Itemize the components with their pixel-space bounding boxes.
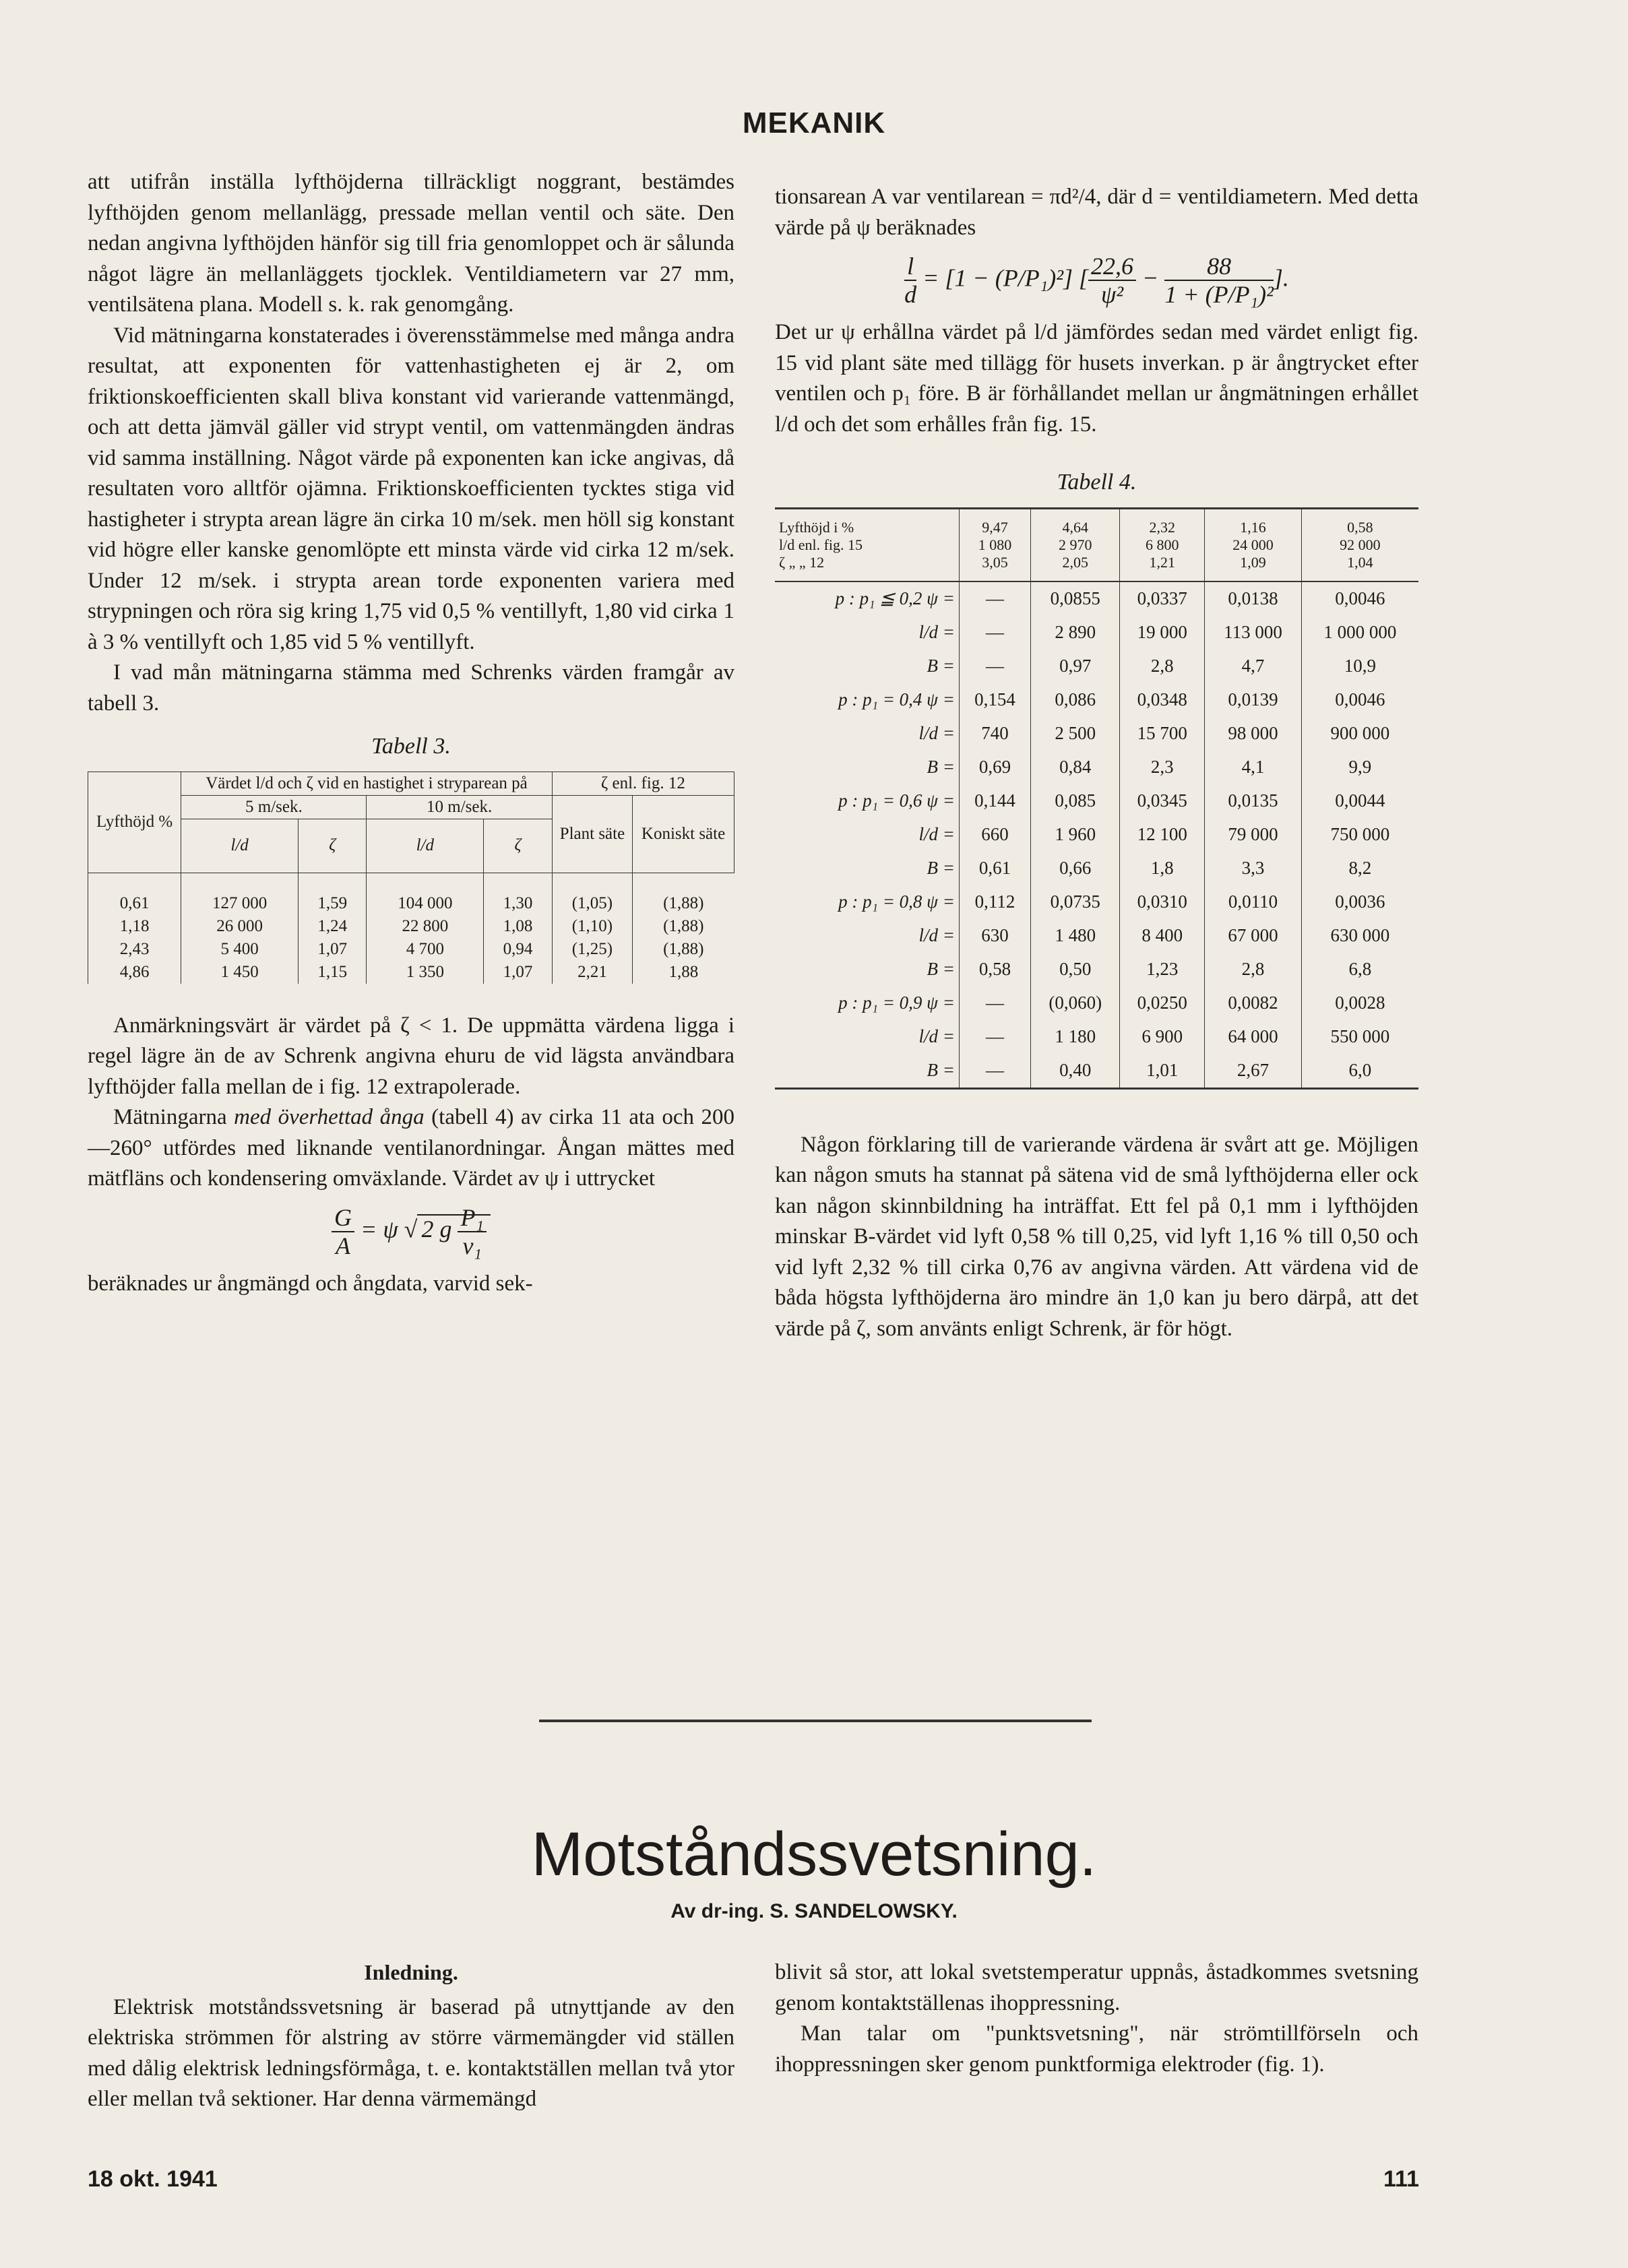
table-header-value: 24 000 [1232,536,1274,553]
table-cell: 0,0310 [1120,885,1205,919]
table-cell: 0,144 [959,784,1030,818]
table-cell: 26 000 [181,915,299,938]
table-cell: 2,21 [552,961,632,984]
table-header: Lyfthöjd % [88,771,181,873]
table-row [88,961,734,984]
paragraph: Man talar om "punktsvetsning", när strömtillförseln och ihoppressningen sker genom punktformiga elektroder (fig. 1). [775,2021,1418,2077]
row-label: p : p₁ = 0,6 ψ = [838,790,955,811]
article-left-column [88,1957,734,2115]
table-row [775,885,1418,919]
table-row [775,616,1418,650]
table-cell: 1,88 [633,961,734,984]
table-header-value: 2,32 [1149,518,1175,536]
table-cell: 1 960 [1031,818,1120,852]
table-cell: 1,15 [298,961,367,984]
table-header: ζ [484,819,553,873]
table-cell: 2 500 [1031,717,1120,751]
table-row [775,986,1418,1020]
table-cell: 550 000 [1301,1020,1418,1054]
table-header: ζ [298,819,367,873]
table-header-label: Lyfthöjd i % [779,518,854,536]
table-row [775,784,1418,818]
table-header [959,508,1030,581]
row-label: B = [927,958,955,979]
table-cell: — [959,1020,1030,1054]
paragraph: Det ur ψ erhållna värdet på l/d jämfördes sedan med värdet enligt fig. 15 vid plant säte med tillägg för husets inverkan. p är ångtrycket efter ventilen och p₁ före. B är förhållandet mellan ur ångmätningen erhållet l/d och det som erhålles från fig. 15. [775,320,1418,437]
table-cell: 1 450 [181,961,299,984]
table-cell: (1,88) [633,873,734,915]
article-right-column [775,1957,1418,2080]
table-cell: 22 800 [367,915,484,938]
table-header: 10 m/sek. [367,795,552,819]
table-cell: 0,085 [1031,784,1120,818]
table-cell: 1,07 [484,961,553,984]
table-cell: 1,01 [1120,1054,1205,1089]
right-column [775,182,1418,1344]
paragraph: beräknades ur ångmängd och ångdata, varvid sek- [88,1271,533,1296]
table-header-label: ζ „ „ 12 [779,553,825,571]
row-label: B = [927,1059,955,1080]
table-row [775,581,1418,616]
table-cell: 0,0046 [1301,581,1418,616]
table-cell: — [959,1054,1030,1089]
table-cell: 750 000 [1301,818,1418,852]
text: Mätningarna [113,1105,234,1129]
table-header [1031,508,1120,581]
table-cell: 0,112 [959,885,1030,919]
emphasis: med överhettad ånga [234,1105,425,1129]
paragraph: Elektrisk motståndssvetsning är baserad på utnyttjande av den elektriska strömmen för alstring av större värmemängder vid ställen med dålig elektrisk ledningsförmåga, t. e. kontaktställen mellan två ytor eller mellan två sektioner. Har denna värmemängd [88,1994,734,2111]
table-cell: 2,8 [1120,650,1205,683]
table-cell: — [959,581,1030,616]
table-cell: 1,59 [298,873,367,915]
row-label: l/d = [918,621,955,642]
table-cell: 0,0337 [1120,581,1205,616]
table-header-value: 1,16 [1240,518,1266,536]
table-cell: 8 400 [1120,919,1205,953]
table-cell: 0,086 [1031,683,1120,717]
equation-l-over-d: $\frac{l}{d}$ = [1 − (P/P₁)²] [ $\frac{22,6}{\text{ψ²}}$ − $\frac{88}{\text{1 + (P/P₁)²}}$ ]. [904,253,1289,308]
table-cell: 0,84 [1031,751,1120,784]
table-cell: 10,9 [1301,650,1418,683]
table-cell: 12 100 [1120,818,1205,852]
table-header: Värdet l/d och ζ vid en hastighet i stryparean på [181,771,553,795]
table-cell: 0,0250 [1120,986,1205,1020]
table-cell: 15 700 [1120,717,1205,751]
table-cell: 4,1 [1205,751,1302,784]
table-cell: 630 [959,919,1030,953]
row-label: p : p₁ = 0,4 ψ = [838,689,955,710]
table-row [775,650,1418,683]
table-cell: 8,2 [1301,852,1418,885]
table-header [1120,508,1205,581]
table-cell: 660 [959,818,1030,852]
paragraph: blivit så stor, att lokal svetstemperatur uppnås, åstadkommes svetsning genom kontaktställenas ihoppressning. [775,1960,1418,2015]
table-header-value: 1,09 [1240,553,1266,571]
row-label: B = [927,756,955,777]
table-cell: (1,05) [552,873,632,915]
table-header: ζ enl. fig. 12 [552,771,734,795]
table-row [88,915,734,938]
paragraph: I vad mån mätningarna stämma med Schrenks värden framgår av tabell 3. [88,660,734,716]
text: (tabell 4) av cirka 11 ata och 200—260° utfördes med liknande ventilanordningar. Ångan mättes med mätfläns och kondensering omväxlande. Värdet av ψ i uttrycket [88,1105,734,1191]
table-row [88,873,734,915]
table-4 [775,507,1418,1090]
row-label: l/d = [918,722,955,743]
table-cell: 1 180 [1031,1020,1120,1054]
table-cell: 2,8 [1205,953,1302,986]
table-cell: 0,0036 [1301,885,1418,919]
table-row [775,919,1418,953]
table-cell: 0,0855 [1031,581,1120,616]
table-header [775,508,959,581]
table-cell: 0,0046 [1301,683,1418,717]
table-cell: 79 000 [1205,818,1302,852]
table-cell: 0,40 [1031,1054,1120,1089]
table-row [775,852,1418,885]
footer-date: 18 okt. 1941 [88,2166,218,2192]
table-cell: 0,0735 [1031,885,1120,919]
table-header-value: 3,05 [982,553,1008,571]
table-cell: 0,0345 [1120,784,1205,818]
table-cell: 0,50 [1031,953,1120,986]
table-header [1301,508,1418,581]
table-cell: 104 000 [367,873,484,915]
page-number: 111 [1383,2166,1419,2192]
table-cell: 0,0044 [1301,784,1418,818]
table-cell: 67 000 [1205,919,1302,953]
paragraph: Vid mätningarna konstaterades i överensstämmelse med många andra resultat, att exponenten för vattenhastigheten ej är 2, om friktionskoefficienten skall bliva konstant vid varierande vattenmängd, och att detta jämväl gäller vid strypt ventil, om vattenmängden ändras vid samma inställning. Något värde på exponenten kan icke angivas, då resultaten voro alltför ojämna. Friktionskoefficienten tycktes stiga vid hastigheter i strypta arean lägre än cirka 10 m/sek. men höll sig konstant vid högre eller kanske genomlöpte ett minsta värde vid cirka 12 m/sek. Under 12 m/sek. i strypta arean torde exponenten variera med strypningen och röra sig kring 1,75 vid 0,5 % ventillyft, 1,80 vid cirka 1 à 3 % ventillyft och 1,85 vid 5 % ventillyft. [88,323,734,654]
section-header: MEKANIK [742,106,886,139]
table-cell: 1,08 [484,915,553,938]
table-cell: (1,88) [633,915,734,938]
table-row [88,938,734,961]
table-cell: 1,18 [88,915,181,938]
left-column [88,167,734,1299]
table-cell: — [959,616,1030,650]
table-header-label: l/d enl. fig. 15 [779,536,863,553]
table-header-value: 2,05 [1062,553,1089,571]
table-cell: 113 000 [1205,616,1302,650]
table-cell: 740 [959,717,1030,751]
row-label: B = [927,857,955,878]
subheading: Inledning. [364,1960,458,1984]
table-cell: 0,66 [1031,852,1120,885]
table-row [775,1020,1418,1054]
table-cell: 0,97 [1031,650,1120,683]
row-label: p : p₁ ≦ 0,2 ψ = [835,588,955,608]
table-cell: — [959,650,1030,683]
table-caption: Tabell 4. [1057,470,1137,495]
paragraph: tionsarean A var ventilarean = πd²/4, där d = ventildiametern. Med detta värde på ψ beräknades [775,185,1418,240]
table-cell: 0,0082 [1205,986,1302,1020]
table-cell: 0,58 [959,953,1030,986]
table-cell: 9,9 [1301,751,1418,784]
table-cell: 1 350 [367,961,484,984]
table-cell: 0,94 [484,938,553,961]
table-header: Plant säte [552,795,632,873]
divider [539,1720,1092,1722]
table-caption: Tabell 3. [371,734,451,759]
table-cell: 0,0135 [1205,784,1302,818]
table-cell: 64 000 [1205,1020,1302,1054]
table-header-value: 1 080 [978,536,1012,553]
table-cell: 0,0028 [1301,986,1418,1020]
table-row [775,508,1418,581]
table-cell: 0,0138 [1205,581,1302,616]
row-label: l/d = [918,823,955,844]
table-cell: 630 000 [1301,919,1418,953]
table-header-value: 92 000 [1340,536,1381,553]
article-title: Motståndssvetsning. [531,1820,1097,1889]
table-cell: 2,67 [1205,1054,1302,1089]
table-cell: 6,0 [1301,1054,1418,1089]
paragraph: Anmärkningsvärt är värdet på ζ < 1. De uppmätta värdena ligga i regel lägre än de av Schrenk angivna ehuru de vid lägsta användbara lyfthöjder falla mellan de i fig. 12 extrapolerade. [88,1013,734,1099]
equation-g-over-a: $\frac{G}{A}$ = ψ √ 2 g $\frac{\text{P₁}}{\text{v₁}}$ [88,1204,734,1259]
table-header-value: 6 800 [1145,536,1179,553]
table-cell: 1,8 [1120,852,1205,885]
table-header-value: 2 970 [1059,536,1092,553]
table-cell: 2 890 [1031,616,1120,650]
paragraph: Någon förklaring till de varierande värdena är svårt att ge. Möjligen kan någon smuts ha stannat på sätena vid de små lyfthöjderna eller ock kan någon skinnbildning ha inträffat. Ett fel på 0,1 mm i lyfthöjden minskar B-värdet vid lyft 0,58 % till 0,25, vid lyft 1,16 % till 0,50 och vid lyft 2,32 % till cirka 0,76 av angivna värden. Att värdena vid de båda högsta lyfthöjderna äro mindre än 1,0 kan ju bero därpå, att det värde på ζ, som använts enligt Schrenk, är för högt. [775,1132,1418,1341]
table-header: l/d [181,819,299,873]
table-cell: 1,07 [298,938,367,961]
row-label: p : p₁ = 0,9 ψ = [838,992,955,1013]
paragraph [88,1102,734,1195]
row-label: l/d = [918,1026,955,1046]
table-header: Koniskt säte [633,795,734,873]
table-row [775,1054,1418,1089]
table-cell: 0,0348 [1120,683,1205,717]
table-cell: (1,25) [552,938,632,961]
table-cell: 3,3 [1205,852,1302,885]
table-header-value: 9,47 [982,518,1008,536]
table-cell: 1 000 000 [1301,616,1418,650]
table-cell: 4,7 [1205,650,1302,683]
table-row [775,818,1418,852]
table-cell: (0,060) [1031,986,1120,1020]
table-cell: 19 000 [1120,616,1205,650]
table-cell: 0,69 [959,751,1030,784]
table-cell: (1,10) [552,915,632,938]
table-row [775,683,1418,717]
table-cell: 6,8 [1301,953,1418,986]
table-cell: 0,61 [959,852,1030,885]
table-header: 5 m/sek. [181,795,367,819]
table-header: l/d [367,819,484,873]
table-cell: 900 000 [1301,717,1418,751]
table-cell: 4 700 [367,938,484,961]
table-cell: 6 900 [1120,1020,1205,1054]
table-cell: 1,30 [484,873,553,915]
row-label: B = [927,655,955,676]
table-header-value: 1,04 [1347,553,1373,571]
table-row [775,953,1418,986]
table-cell: 1,24 [298,915,367,938]
table-header-value: 0,58 [1347,518,1373,536]
row-label: l/d = [918,924,955,945]
table-row [775,717,1418,751]
table-header-value: 4,64 [1062,518,1089,536]
table-cell: 2,43 [88,938,181,961]
table-header-value: 1,21 [1149,553,1175,571]
table-cell: 2,3 [1120,751,1205,784]
table-cell: 5 400 [181,938,299,961]
table-cell: 1 480 [1031,919,1120,953]
table-cell: 127 000 [181,873,299,915]
table-cell: 0,61 [88,873,181,915]
table-header [1205,508,1302,581]
table-cell: 0,0139 [1205,683,1302,717]
table-cell: 1,23 [1120,953,1205,986]
table-cell: 0,0110 [1205,885,1302,919]
table-cell: 98 000 [1205,717,1302,751]
table-row [775,751,1418,784]
article-author: Av dr-ing. S. SANDELOWSKY. [670,1900,958,1922]
table-cell: 0,154 [959,683,1030,717]
table-cell: (1,88) [633,938,734,961]
row-label: p : p₁ = 0,8 ψ = [838,891,955,912]
table-cell: 4,86 [88,961,181,984]
table-3 [88,771,734,984]
table-cell: — [959,986,1030,1020]
paragraph: att utifrån inställa lyfthöjderna tillräckligt noggrant, bestämdes lyfthöjden genom mellanlägg, pressade mellan ventil och säte. Den nedan angivna lyfthöjden hänför sig till fria genomloppet och är sålunda något lägre än mellanläggets tjocklek. Ventildiametern var 27 mm, ventilsätena plana. Modell s. k. rak genomgång. [88,170,734,317]
